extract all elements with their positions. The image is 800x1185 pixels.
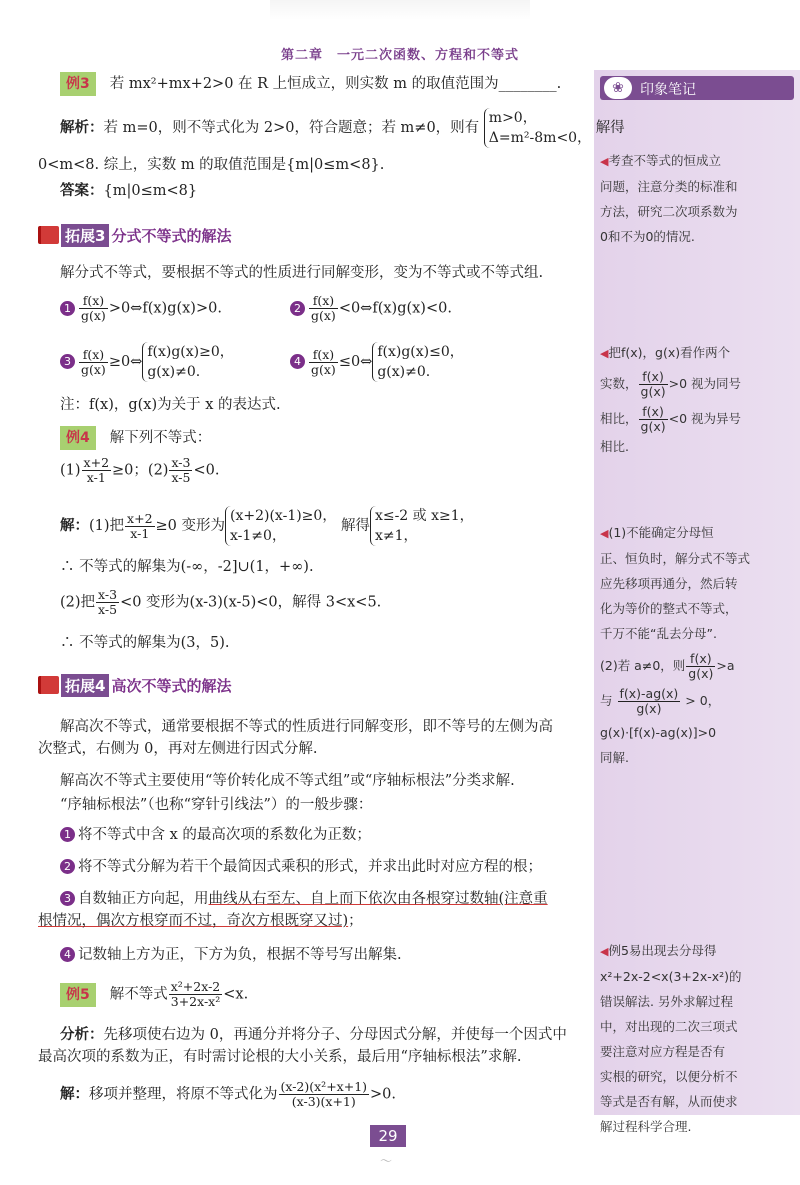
elephant-icon: ❀ [604,77,632,99]
page-number: 29 [370,1125,406,1147]
example-3-conclusion: 0<m<8. 综上，实数 m 的取值范围是{m|0≤m<8}. [38,157,385,173]
section-4-heading: 拓展4 高次不等式的解法 [38,674,231,696]
bird-icon: 〜 [380,1154,393,1168]
sidenote-1: ◀考查不等式的恒成立 问题，注意分类的标准和 方法，研究二次项系数为 0和不为0的情况. [600,153,738,244]
example-3-answer: 答案：{m|0≤m<8} [60,183,198,199]
section-4-para-2: 解高次不等式主要使用“等价转化成不等式组”或“序轴标根法”分类求解. [60,773,515,789]
example-4-result-2: ∴ 不等式的解集为(3，5). [60,635,230,651]
notes-title: 印象笔记 [640,82,696,98]
example-5-analysis: 分析：先移项使右边为 0，再通分并将分子、分母因式分解，并使每一个因式中 最高次项的系数为正，有时需讨论根的大小关系，最后用“序轴标根法”求解. [38,1027,567,1065]
section-3-intro: 解分式不等式，要根据不等式的性质进行同解变形，变为不等式或不等式组. [60,265,544,281]
rule-3: 3 $\frac{f(x)}{g(x)}$ ≥0⇔f(x)g(x)≥0， g(x)≠0. [60,342,234,382]
sidenote-4: ◀例5易出现去分母得 x²+2x-2<x(3+2x-x²)的 错误解法. 另外求解过程 中，对出现的二次三项式 要注意对应方程是否有 实根的研究，以便分析不 等式是否有解，从而使求 解过程科学合理. [600,943,742,1134]
section-3-heading: 拓展3 分式不等式的解法 [38,224,231,246]
step-1: 1 将不等式中含 x 的最高次项的系数化为正数； [60,824,371,846]
example-4-solution-2: (2)把 $\frac{x-3}{x-5}$ <0 变形为(x-3)(x-5)<0，解得 3<x<5. [60,587,382,617]
step-3: 3 自数轴正方向起，用曲线从右至左、自上而下依次由各根穿过数轴(注意重 根情况，偶次方根穿而不过，奇次方根既穿又过)； [38,891,548,929]
sidenote-2: ◀把f(x)，g(x)看作两个 实数， $\frac{f(x)}{g(x)}$ >0 视为同号 相比， $\frac{f(x)}{g(x)}$ <0 视为异号 相比. [600,345,742,454]
rule-2: 2 $\frac{f(x)}{g(x)}$ <0⇔f(x)g(x)<0. [290,294,452,323]
section-3-note: 注：f(x)，g(x)为关于 x 的表达式. [60,397,281,413]
rule-1: 1 $\frac{f(x)}{g(x)}$ >0⇔f(x)g(x)>0. [60,294,222,323]
step-2: 2 将不等式分解为若干个最简因式乘积的形式，并求出此时对应方程的根； [60,856,542,878]
rule-4: 4 $\frac{f(x)}{g(x)}$ ≤0⇔f(x)g(x)≤0， g(x)≠0. [290,342,464,382]
example-5-solution: 解：移项并整理，将原不等式化为 $\frac{\text{(x-2)(x²+x+1)}}{(x-3)(x+1)}$ >0. [60,1079,397,1109]
section-4-para-3: “序轴标根法”（也称“穿针引线法”）的一般步骤： [60,797,373,813]
bleed-through [270,0,530,20]
example-3-question: 例3 若 mx²+mx+2>0 在 R 上恒成立，则实数 m 的取值范围为________. [60,72,561,96]
example-3-solution: 解析：若 m=0，则不等式化为 2>0，符合题意；若 m≠0，则有 m>0， Δ=m²-8m<0， 解得 [60,110,625,146]
example-5-question: 例5 解不等式 $\frac{\text{x²+2x-2}}{\text{3+2x-x²}}$ <x. [60,980,248,1009]
book-icon [38,676,59,694]
chapter-header: 第二章 一元二次函数、方程和不等式 [280,48,519,63]
example-3-tag: 例3 [60,72,96,96]
example-4-result-1: ∴ 不等式的解集为(-∞，-2]∪(1，+∞). [60,559,314,575]
example-4-solution-1: 解：(1)把 $\frac{x+2}{x-1}$ ≥0 变形为(x+2)(x-1)≥0， x-1≠0， 解得x≤-2 或 x≥1， x≠1， [60,508,474,544]
example-4-question: 例4 解下列不等式： [60,426,211,450]
example-4-parts: (1) $\frac{x+2}{x-1}$ ≥0；(2) $\frac{x-3}{x-5}$ <0. [60,455,220,485]
book-icon [38,226,59,244]
step-4: 4 记数轴上方为正，下方为负，根据不等号写出解集. [60,944,402,966]
sidenote-3: ◀(1)不能确定分母恒 正、恒负时，解分式不等式 应先移项再通分，然后转 化为等价的整式不等式， 千万不能“乱去分母”. (2)若 a≠0，则 $\frac{f(x)}{g(x)}$ >a 与 $\frac{f(x)-ag(x)}{g(x)}$ > 0， g(x)·[f(x)-ag(x)]>0 同解. [600,525,751,765]
notes-sidebar-header [600,76,794,100]
condition-brace: m>0， Δ=m²-8m<0， [484,108,591,148]
section-4-para-1: 解高次不等式，通常要根据不等式的性质进行同解变形，即不等号的左侧为高 次整式，右侧为 0，再对左侧进行因式分解. [38,719,553,757]
